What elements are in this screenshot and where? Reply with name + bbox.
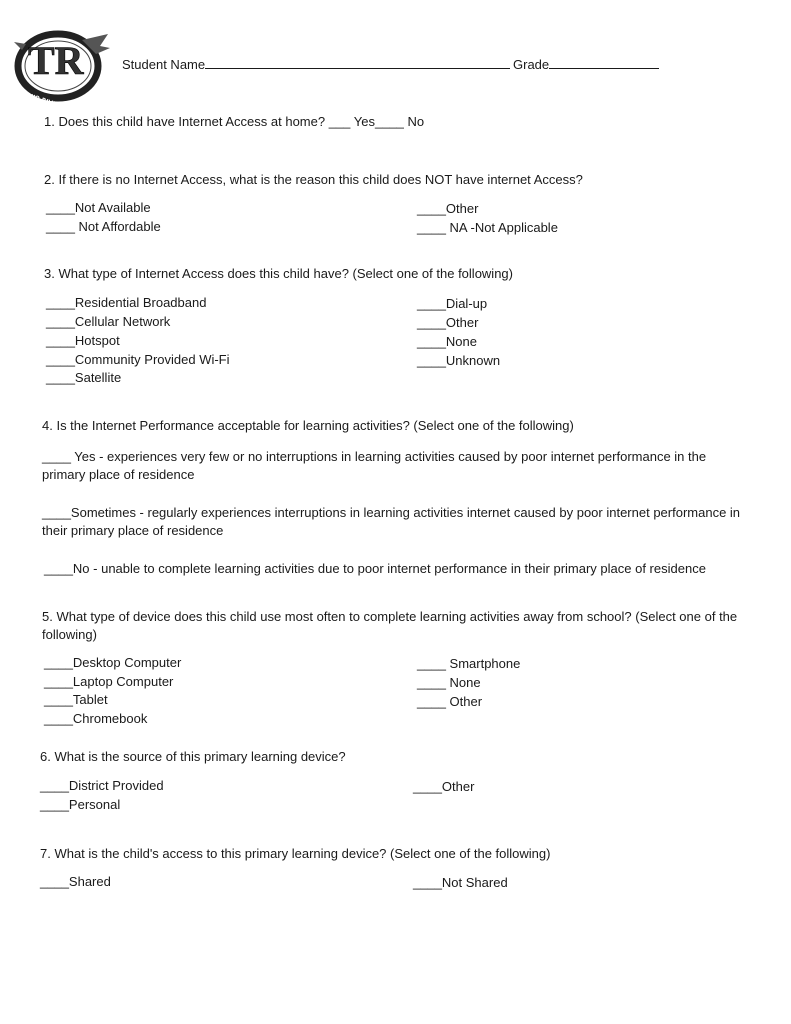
- option-performance-no[interactable]: ____No - unable to complete learning activities due to poor internet performance in their primary place of residence: [44, 561, 706, 576]
- grade-field: [513, 56, 659, 72]
- question-2: 2. If there is no Internet Access, what is the reason this child does NOT have internet Access?: [44, 172, 583, 187]
- logo-letters: TR: [28, 38, 84, 83]
- option-residential-broadband[interactable]: ____Residential Broadband: [46, 295, 207, 310]
- option-district-provided[interactable]: ____District Provided: [40, 778, 164, 793]
- option-performance-sometimes[interactable]: ____Sometimes - regularly experiences interruptions in learning activities internet caused by poor internet performance in their primary place of residence: [42, 505, 741, 538]
- option-other[interactable]: ____Other: [417, 315, 479, 330]
- option-not-applicable[interactable]: ____ NA -Not Applicable: [417, 220, 558, 235]
- question-3: 3. What type of Internet Access does this child have? (Select one of the following): [44, 266, 513, 281]
- student-name-field: [122, 56, 510, 72]
- question-6: 6. What is the source of this primary learning device?: [40, 749, 346, 764]
- option-satellite[interactable]: ____Satellite: [46, 370, 122, 385]
- option-not-shared[interactable]: ____Not Shared: [413, 875, 508, 890]
- student-name-label: Student Name: [122, 57, 206, 72]
- district-logo: [12, 20, 112, 104]
- option-desktop-computer[interactable]: ____Desktop Computer: [44, 655, 182, 670]
- question-1: 1. Does this child have Internet Access at home? ___ Yes____ No: [44, 114, 425, 129]
- option-shared[interactable]: ____Shared: [40, 874, 111, 889]
- option-tablet[interactable]: ____Tablet: [44, 692, 108, 707]
- option-not-affordable[interactable]: ____ Not Affordable: [46, 219, 161, 234]
- option-not-available[interactable]: ____Not Available: [46, 200, 151, 215]
- question-5: 5. What type of device does this child use most often to complete learning activities away from school? (Select one of the following): [42, 609, 738, 642]
- question-4: 4. Is the Internet Performance acceptable for learning activities? (Select one of the following): [42, 418, 574, 433]
- option-laptop-computer[interactable]: ____Laptop Computer: [44, 674, 174, 689]
- option-unknown[interactable]: ____Unknown: [417, 353, 501, 368]
- district-seal-icon: [12, 20, 112, 104]
- option-smartphone[interactable]: ____ Smartphone: [417, 656, 521, 671]
- option-other[interactable]: ____ Other: [417, 694, 483, 709]
- option-hotspot[interactable]: ____Hotspot: [46, 333, 120, 348]
- option-cellular-network[interactable]: ____Cellular Network: [46, 314, 171, 329]
- option-community-wifi[interactable]: ____Community Provided Wi-Fi: [46, 352, 230, 367]
- option-performance-yes[interactable]: ____ Yes - experiences very few or no interruptions in learning activities caused by poor internet performance in the primary place of residence: [42, 449, 707, 482]
- question-7: 7. What is the child's access to this primary learning device? (Select one of the following): [40, 846, 551, 861]
- option-none[interactable]: ____None: [417, 334, 477, 349]
- grade-line[interactable]: [549, 56, 659, 69]
- option-other[interactable]: ____Other: [417, 201, 479, 216]
- option-other[interactable]: ____Other: [413, 779, 475, 794]
- option-none[interactable]: ____ None: [417, 675, 481, 690]
- option-dial-up[interactable]: ____Dial-up: [417, 296, 488, 311]
- grade-label: Grade: [513, 57, 550, 72]
- option-personal[interactable]: ____Personal: [40, 797, 121, 812]
- option-chromebook[interactable]: ____Chromebook: [44, 711, 148, 726]
- student-name-line[interactable]: [205, 56, 510, 69]
